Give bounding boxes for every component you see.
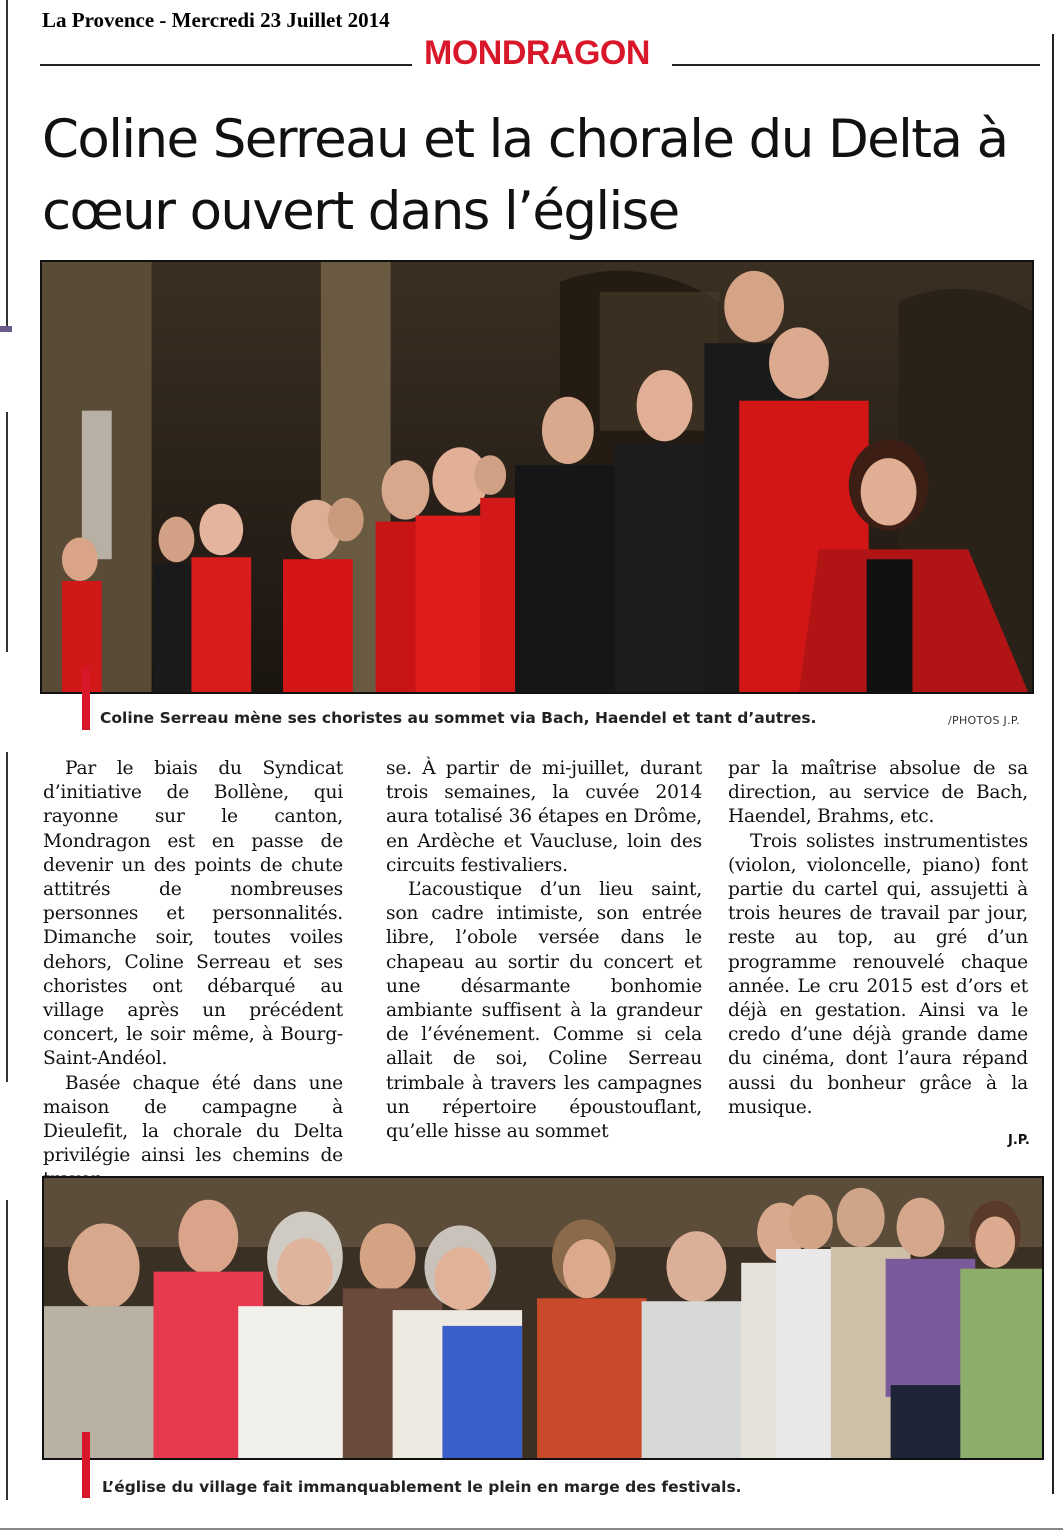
left-margin-accent	[0, 326, 12, 332]
caption-marker	[82, 668, 90, 730]
photo-caption: L’église du village fait immanquablement le plein en marge des festivals.	[102, 1478, 742, 1496]
paragraph: par la maîtrise absolue de sa direction, au service de Bach, Haendel, Brahms, etc.	[728, 758, 1028, 828]
choir-photo	[40, 260, 1034, 694]
article-column-1	[43, 757, 343, 1193]
caption-marker	[82, 1432, 90, 1498]
right-page-rule	[1052, 34, 1054, 1494]
header-rule-right	[672, 64, 1040, 66]
paragraph: Basée chaque été dans une maison de campagne à Dieulefit, la chorale du Delta privilégie ainsi les chemins de	[43, 1072, 343, 1167]
photo-caption: Coline Serreau mène ses choristes au sommet via Bach, Haendel et tant d’autres.	[100, 709, 817, 727]
section-title: MONDRAGON	[424, 34, 650, 72]
left-margin-rule-bottom	[0, 1200, 8, 1500]
paragraph: Trois solistes instrumentistes (violon, violoncelle, piano) font partie du cartel qui, assujetti à trois heures de travail par jour, reste au top, au gré d’un programme renouvelé chaque année. Le cru 2015 est d’ors et déjà en gestation. Ainsi va le credo d’une déjà grande dame du cinéma, dont l’aura répand aussi du bonheur grâce à la musique.	[728, 830, 1028, 1118]
page-bottom-rule	[0, 1528, 1063, 1530]
article-column-3	[728, 757, 1028, 1120]
left-margin-rule-middle	[0, 412, 8, 652]
left-margin-rule-lower	[0, 752, 8, 1082]
author-signature: J.P.	[1008, 1133, 1030, 1148]
photo-credit: /PHOTOS J.P.	[948, 714, 1020, 727]
paragraph: se. À partir de mi-juillet, durant trois semaines, la cuvée 2014 aura totalisé 36 étapes en Drôme, en Ardèche et Vaucluse, loin des circuits festivaliers.	[386, 758, 702, 876]
paragraph: Par le biais du Syndicat d’initiative de Bollène, qui rayonne sur le canton, Mondragon est en passe de devenir un des points de chute attitrés de nombreuses personnes et personnalités. Dimanche soir, toutes voiles dehors, Coline Serreau et ses choristes ont débarqué au village après un précédent concert, le soir même, à Bourg-Saint-Andéol.	[43, 758, 343, 1070]
article-column-2	[386, 757, 702, 1144]
paragraph: L’acoustique d’un lieu saint, son cadre intimiste, son entrée libre, l’obole versée dans le chapeau au sortir du concert et une désarmante bonhomie ambiante suffisent à la grandeur de l’événement. Comme si cela allait de soi, Coline Serreau trimbale à travers les campagnes un répertoire époustouflant, qu’elle hisse au sommet	[386, 879, 702, 1143]
newspaper-masthead: La Provence - Mercredi 23 Juillet 2014	[42, 8, 390, 32]
left-margin-rule-top	[0, 0, 8, 330]
audience-photo	[42, 1176, 1044, 1460]
header-rule-left	[40, 64, 412, 66]
article-headline: Coline Serreau et la chorale du Delta à cœur ouvert dans l’église	[42, 109, 1008, 242]
